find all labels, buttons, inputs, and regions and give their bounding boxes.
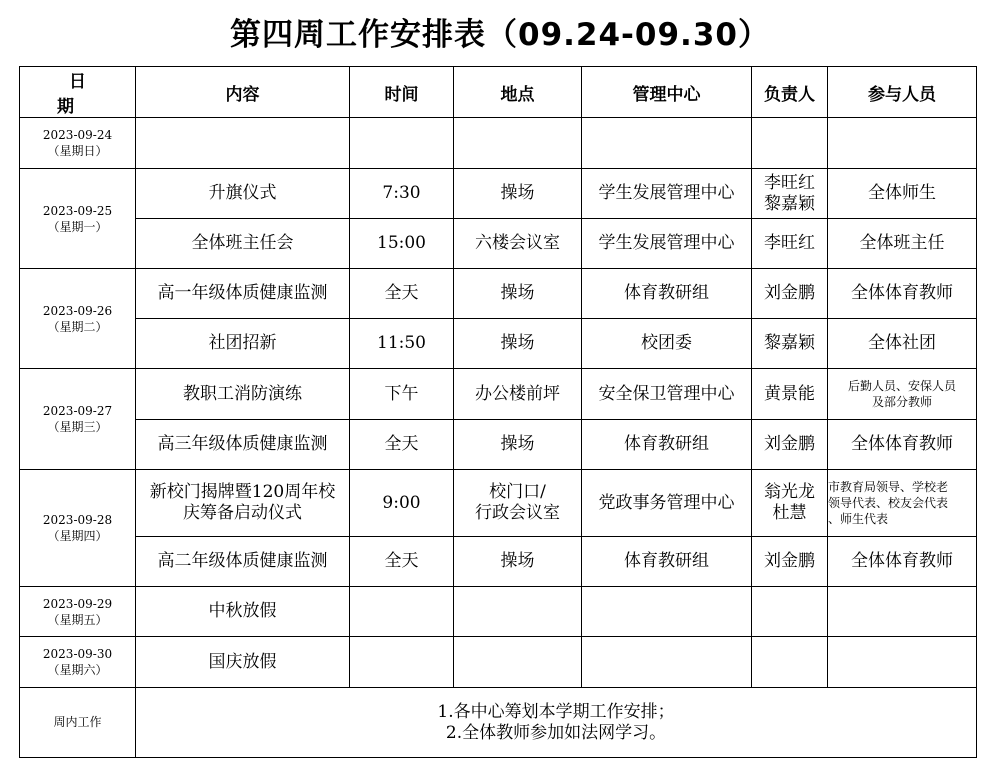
page-title: 第四周工作安排表（09.24-09.30） — [230, 17, 770, 53]
owner-cell: 黎嘉颖 — [752, 319, 828, 369]
table-row — [20, 637, 977, 688]
center-cell: 校团委 — [582, 319, 752, 369]
content-cell: 高二年级体质健康监测 — [136, 537, 350, 587]
content-cell: 社团招新 — [136, 319, 350, 369]
weekly-item: 1.各中心筹划本学期工作安排； — [437, 701, 675, 722]
table-row — [20, 369, 977, 420]
center-cell: 体育教研组 — [582, 269, 752, 319]
participants-line: 、师生代表 — [828, 512, 889, 526]
weekday-text: （星期六） — [47, 663, 108, 677]
place-cell: 操场 — [454, 319, 582, 369]
content-cell: 高一年级体质健康监测 — [136, 269, 350, 319]
participants-line: 领导代表、校友会代表 — [828, 496, 949, 510]
center-cell — [582, 637, 752, 688]
time-cell: 7:30 — [350, 169, 454, 219]
date-text: 2023-09-28 — [42, 513, 113, 527]
participants-cell — [828, 118, 977, 169]
participants-cell: 全体社团 — [828, 319, 977, 369]
participants-line: 后勤人员、安保人员 — [847, 379, 956, 393]
owner-cell: 黄景能 — [752, 369, 828, 420]
content-cell: 全体班主任会 — [136, 219, 350, 269]
content-cell: 高三年级体质健康监测 — [136, 420, 350, 470]
place-cell — [454, 587, 582, 637]
header-date: 日 期 — [20, 67, 136, 118]
content-line: 新校门揭牌暨120周年校 — [149, 482, 336, 502]
participants-cell — [828, 369, 977, 420]
place-cell: 操场 — [454, 169, 582, 219]
center-cell: 学生发展管理中心 — [582, 219, 752, 269]
header-place: 地点 — [454, 67, 582, 118]
owner-cell — [752, 118, 828, 169]
date-text: 2023-09-26 — [42, 303, 113, 318]
header-time: 时间 — [350, 67, 454, 118]
weekday-text: （星期三） — [47, 420, 108, 434]
time-cell — [350, 637, 454, 688]
participants-line: 市教育局领导、学校老 — [828, 480, 949, 494]
owner-cell — [752, 637, 828, 688]
weekday-text: （星期五） — [47, 612, 108, 627]
time-cell: 15:00 — [350, 219, 454, 269]
table-row — [20, 118, 977, 169]
header-row — [20, 67, 977, 118]
date-cell — [20, 369, 136, 470]
participants-cell — [828, 637, 977, 688]
center-cell — [582, 587, 752, 637]
table-row — [20, 420, 977, 470]
participants-cell: 全体体育教师 — [828, 269, 977, 319]
center-cell: 安全保卫管理中心 — [582, 369, 752, 420]
weekday-text: （星期二） — [47, 319, 108, 334]
table-row — [20, 319, 977, 369]
time-cell: 11:50 — [350, 319, 454, 369]
date-text: 2023-09-25 — [42, 203, 113, 218]
participants-line: 及部分教师 — [871, 395, 932, 409]
weekday-text: （星期一） — [47, 219, 108, 234]
table-row — [20, 470, 977, 537]
weekly-item: 2.全体教师参加如法网学习。 — [445, 722, 667, 743]
header-owner: 负责人 — [752, 67, 828, 118]
date-text: 2023-09-24 — [42, 128, 113, 142]
owner-name: 杜慧 — [772, 503, 807, 523]
date-text: 2023-09-29 — [42, 596, 113, 611]
participants-cell: 全体师生 — [828, 169, 977, 219]
table-row — [20, 269, 977, 319]
schedule-table — [19, 66, 977, 758]
owner-name: 李旺红 — [764, 172, 815, 193]
header-content: 内容 — [136, 67, 350, 118]
date-cell — [20, 269, 136, 369]
owner-cell: 刘金鹏 — [752, 269, 828, 319]
table-row — [20, 587, 977, 637]
center-cell: 体育教研组 — [582, 420, 752, 470]
weekday-text: （星期四） — [47, 529, 108, 543]
time-cell — [350, 587, 454, 637]
content-cell: 国庆放假 — [136, 637, 350, 688]
date-text: 2023-09-30 — [42, 647, 113, 661]
place-line: 行政会议室 — [475, 503, 560, 523]
participants-cell: 全体班主任 — [828, 219, 977, 269]
content-cell — [136, 470, 350, 537]
center-cell: 党政事务管理中心 — [582, 470, 752, 537]
place-cell — [454, 470, 582, 537]
place-cell: 办公楼前坪 — [454, 369, 582, 420]
participants-cell: 全体体育教师 — [828, 537, 977, 587]
weekday-text: （星期日） — [47, 144, 108, 158]
owner-cell — [752, 587, 828, 637]
place-cell: 操场 — [454, 420, 582, 470]
content-cell: 中秋放假 — [136, 587, 350, 637]
header-center: 管理中心 — [582, 67, 752, 118]
time-cell: 全天 — [350, 269, 454, 319]
date-text: 2023-09-27 — [42, 404, 113, 418]
content-cell: 教职工消防演练 — [136, 369, 350, 420]
participants-cell — [828, 587, 977, 637]
place-cell: 操场 — [454, 269, 582, 319]
owner-cell — [752, 470, 828, 537]
time-cell: 全天 — [350, 420, 454, 470]
weekly-row — [20, 688, 977, 758]
center-cell — [582, 118, 752, 169]
owner-name: 黎嘉颖 — [764, 193, 815, 214]
owner-cell: 刘金鹏 — [752, 537, 828, 587]
center-cell: 体育教研组 — [582, 537, 752, 587]
place-cell: 六楼会议室 — [454, 219, 582, 269]
place-cell — [454, 637, 582, 688]
content-line: 庆筹备启动仪式 — [183, 503, 302, 523]
date-cell — [20, 118, 136, 169]
date-cell — [20, 470, 136, 587]
header-participants: 参与人员 — [828, 67, 977, 118]
place-cell — [454, 118, 582, 169]
place-line: 校门口/ — [489, 482, 546, 502]
content-cell: 升旗仪式 — [136, 169, 350, 219]
time-cell — [350, 118, 454, 169]
content-cell — [136, 118, 350, 169]
owner-cell: 李旺红 — [752, 219, 828, 269]
participants-cell: 全体体育教师 — [828, 420, 977, 470]
table-row — [20, 169, 977, 219]
time-cell: 下午 — [350, 369, 454, 420]
date-cell — [20, 169, 136, 269]
date-cell — [20, 637, 136, 688]
table-row — [20, 219, 977, 269]
table-row — [20, 537, 977, 587]
time-cell: 全天 — [350, 537, 454, 587]
place-cell: 操场 — [454, 537, 582, 587]
time-cell: 9:00 — [350, 470, 454, 537]
weekly-content — [136, 688, 977, 758]
center-cell: 学生发展管理中心 — [582, 169, 752, 219]
owner-cell: 刘金鹏 — [752, 420, 828, 470]
weekly-label: 周内工作 — [20, 688, 136, 758]
participants-cell — [828, 470, 977, 537]
owner-cell — [752, 169, 828, 219]
date-cell — [20, 587, 136, 637]
owner-name: 翁光龙 — [764, 482, 815, 502]
